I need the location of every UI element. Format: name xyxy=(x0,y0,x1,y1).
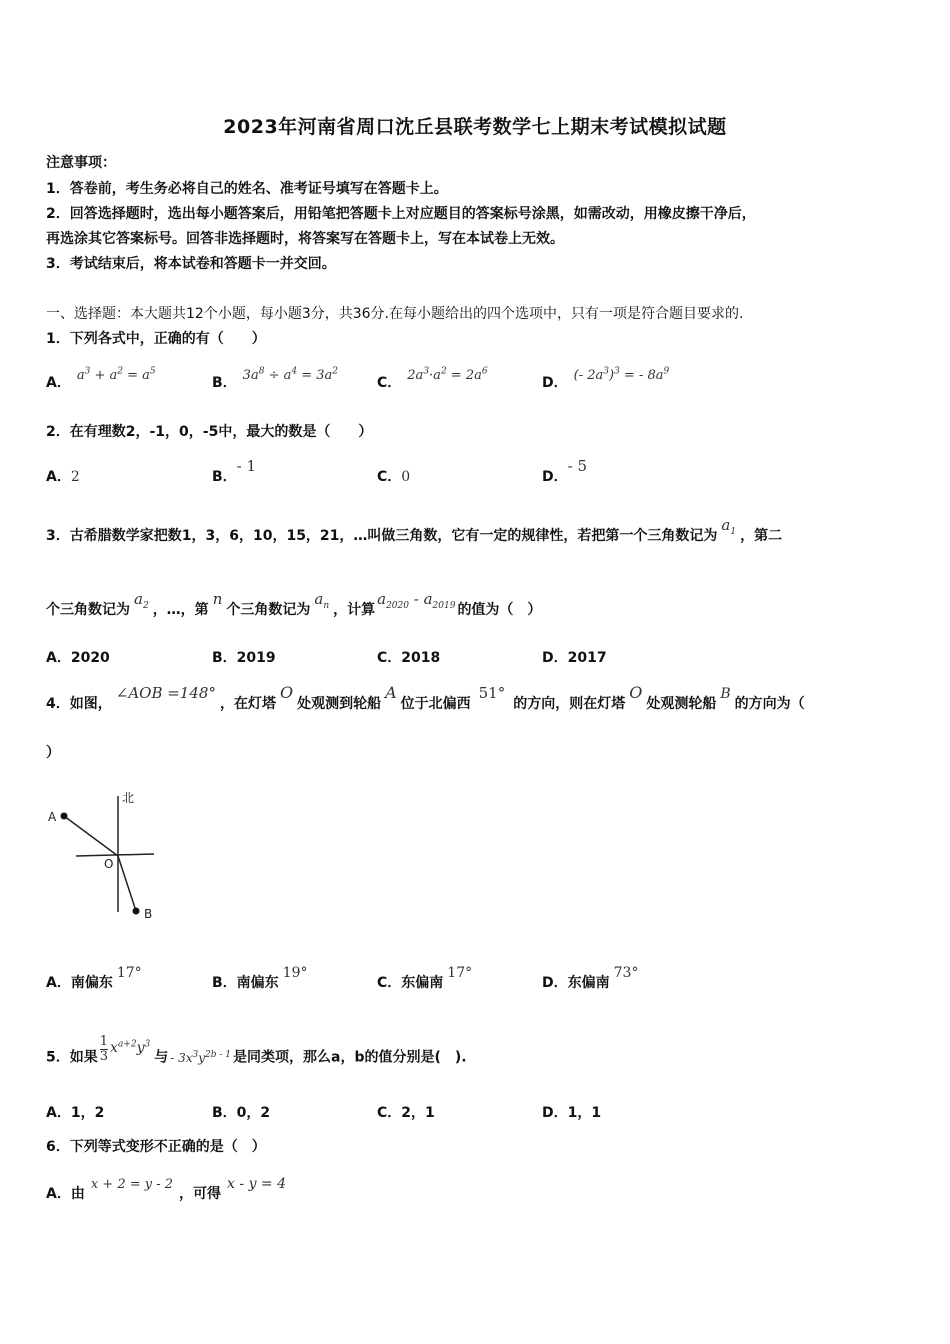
fraction-one-third: $\frac{1}{3}$ xyxy=(99,1034,109,1064)
text-segment: A．由 xyxy=(46,1186,85,1202)
q1-option-d xyxy=(542,366,670,392)
q1-option-a-expr: $a^3 + a^2 = a^5$ xyxy=(76,366,156,383)
q1-option-c-expr: $2a^3\cdot a^2 = 2a^6$ xyxy=(407,366,488,383)
question-6-stem: 6．下列等式变形不正确的是（ ） xyxy=(46,1139,266,1155)
question-3-stem-line2 xyxy=(46,590,542,621)
text-segment: ，…，第 xyxy=(152,602,209,618)
option-label: C． xyxy=(377,469,402,485)
notice-item: 1．答卷前，考生务必将自己的姓名、准考证号填写在答题卡上。 xyxy=(46,181,448,197)
option-value: - 1 xyxy=(236,457,257,475)
point-a-dot xyxy=(61,813,68,820)
text-segment: 处观测到轮船 xyxy=(297,696,382,712)
term-a2: $a_2$ xyxy=(134,590,149,611)
point-b: B xyxy=(720,686,731,702)
option-label: B． xyxy=(212,469,237,485)
q2-option-d xyxy=(542,457,588,486)
text-segment: 是同类项，那么a，b的值分别是( ). xyxy=(233,1049,467,1066)
option-label: C． xyxy=(377,375,402,391)
text-segment: 个三角数记为 xyxy=(226,602,311,618)
text-segment: ，计算 xyxy=(333,602,376,618)
option-label: B．南偏东 xyxy=(212,975,279,991)
ray-ob xyxy=(118,856,136,911)
term-a1: $a_1$ xyxy=(721,516,737,537)
q2-option-a xyxy=(46,466,80,486)
label-a: A xyxy=(48,810,57,824)
notice-item: 再选涂其它答案标号。回答非选择题时，将答案写在答题卡上，写在本试卷上无效。 xyxy=(46,231,564,247)
point-b-dot xyxy=(133,908,140,915)
option-label: A． xyxy=(46,469,71,485)
q5-option-a: A．1，2 xyxy=(46,1105,105,1121)
ray-oa xyxy=(64,816,118,856)
q2-option-c xyxy=(377,466,410,486)
label-o: O xyxy=(104,857,114,871)
option-label: A．南偏东 xyxy=(46,975,113,991)
text-segment: ，可得 xyxy=(179,1186,222,1202)
section-heading: 一、选择题：本大题共12个小题，每小题3分，共36分.在每小题给出的四个选项中，只有一项是符合题目要求的. xyxy=(46,306,744,322)
expr-1: x + 2 = y - 2 xyxy=(90,1177,174,1192)
q4-option-d xyxy=(542,965,639,992)
q1-option-d-expr: (- $2a^3)^3$ = - $8a^9$ xyxy=(573,366,670,383)
q1-option-c xyxy=(377,366,488,392)
q3-option-a: A．2020 xyxy=(46,650,110,666)
term-diff: $a_{2020} - a_{2019}$ xyxy=(377,590,456,611)
term-x-y: $x^{a+2}y^3$ xyxy=(110,1038,151,1056)
text-segment: ，第二 xyxy=(740,528,783,544)
notice-item: 3．考试结束后，将本试卷和答题卡一并交回。 xyxy=(46,256,336,272)
q4-option-b xyxy=(212,965,308,992)
point-o: O xyxy=(629,683,643,702)
q4-option-a xyxy=(46,965,142,992)
q6-option-a xyxy=(46,1176,292,1203)
compass-figure xyxy=(40,784,170,924)
q2-option-b xyxy=(212,457,257,486)
term-an: $a_n$ xyxy=(314,590,330,611)
q5-option-c: C．2，1 xyxy=(377,1105,435,1121)
label-b: B xyxy=(144,907,153,921)
angle-51: 51° xyxy=(478,684,506,702)
text-segment: 4．如图， xyxy=(46,696,112,712)
exam-title: 2023年河南省周口沈丘县联考数学七上期末考试模拟试题 xyxy=(223,116,727,138)
north-label: 北 xyxy=(122,791,135,805)
q1-option-b-expr: $3a^8 \div a^4 = 3a^2$ xyxy=(242,366,339,383)
option-label: D． xyxy=(542,375,568,391)
option-label: C．东偏南 xyxy=(377,975,444,991)
question-1-stem: 1．下列各式中，正确的有（ ） xyxy=(46,331,266,347)
option-label: D． xyxy=(542,469,568,485)
angle-aob: ∠AOB =148° xyxy=(115,684,216,702)
option-value: 17° xyxy=(116,965,142,981)
q3-option-b: B．2019 xyxy=(212,650,276,666)
q5-option-b: B．0，2 xyxy=(212,1105,271,1121)
question-4-stem-end: ） xyxy=(46,745,60,761)
question-2-stem: 2．在有理数2，-1，0，-5中，最大的数是（ ） xyxy=(46,424,373,440)
text-segment: 与 xyxy=(154,1049,169,1066)
text-segment: 个三角数记为 xyxy=(46,602,130,618)
term-n: n xyxy=(212,590,223,608)
notice-item: 2．回答选择题时，选出每小题答案后，用铅笔把答题卡上对应题目的答案标号涂黑，如需改动，用橡皮擦干净后， xyxy=(46,206,756,222)
q5-option-d: D．1，1 xyxy=(542,1105,602,1121)
q3-option-c: C．2018 xyxy=(377,650,441,666)
q4-option-c xyxy=(377,965,473,992)
point-o: O xyxy=(279,683,294,702)
point-a: A xyxy=(385,683,397,702)
question-4-stem xyxy=(46,683,805,713)
option-label: A． xyxy=(46,375,71,391)
option-value: 0 xyxy=(401,469,411,485)
text-segment: 处观测轮船 xyxy=(646,696,717,712)
option-value: 17° xyxy=(447,965,473,981)
text-segment: 的方向为（ xyxy=(734,696,805,712)
text-segment: 的方向，则在灯塔 xyxy=(513,696,626,712)
q1-option-b xyxy=(212,366,339,392)
expr-2: x - y = 4 xyxy=(227,1176,287,1192)
text-segment: 5．如果 xyxy=(46,1049,98,1066)
text-segment: 3．古希腊数学家把数1，3，6，10，15，21，…叫做三角数，它有一定的规律性，若把第一个三角数记为 xyxy=(46,528,718,544)
text-segment: ，在灯塔 xyxy=(219,696,276,712)
term-neg3x: - $3x^3y^{2b - 1}$ xyxy=(170,1049,232,1065)
text-segment: 的值为（ ） xyxy=(457,602,542,618)
option-label: D．东偏南 xyxy=(542,975,610,991)
option-value: 2 xyxy=(70,469,80,485)
text-segment: 位于北偏西 xyxy=(400,696,471,712)
q3-option-d: D．2017 xyxy=(542,650,607,666)
notice-heading: 注意事项： xyxy=(46,155,116,171)
option-value: - 5 xyxy=(567,457,588,475)
question-5-stem xyxy=(46,1034,467,1072)
q1-option-a xyxy=(46,366,156,392)
option-value: 19° xyxy=(282,965,308,981)
option-value: 73° xyxy=(613,965,639,981)
option-label: B． xyxy=(212,375,237,391)
question-3-stem-line1 xyxy=(46,516,783,547)
